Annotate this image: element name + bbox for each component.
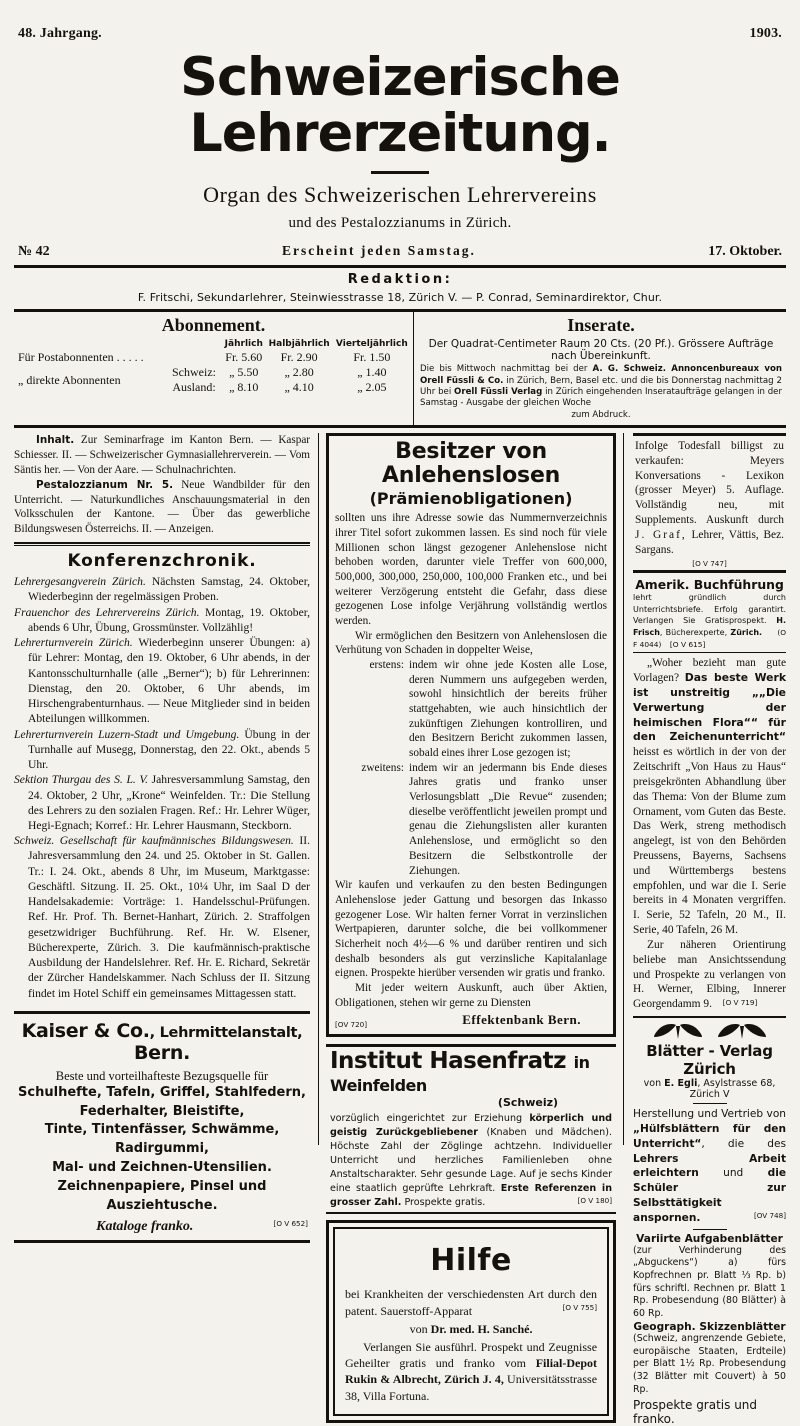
conference-entry [14,833,310,1001]
todesfall-text-pre: Infolge Todesfall billigst zu verkaufen: Meyers Konversations - Lexikon (grosser Meyer) 5. Auflage. Vollständig neu, mit Supplements. Auskunft durch [635,440,785,527]
todesfall-advertisement [633,433,786,573]
blaetter-bold-2: Lehrers Arbeit erleichtern [633,1152,787,1180]
entry-title: Lehrerturnverein Zürich. [14,636,133,650]
ad-list-item-first [335,658,607,761]
row-value: Fr. 1.50 [353,350,391,365]
ad-signature-row [335,1012,607,1029]
pestalozzianum-label: Pestalozzianum Nr. 5. [36,478,174,491]
frequency-label: Erscheint jeden Samstag. [281,243,476,259]
newspaper-title: Schweizerische Lehrerzeitung. [180,47,620,164]
right-column [627,433,787,1426]
inhalt-paragraph-1 [14,433,310,478]
inhalt-paragraph-2 [14,478,310,538]
body-part-2: (Knaben und Mädchen). Höchste Zahl der Zöglinge achtzehn. Individueller Unterricht und herzliches Familienleben ohne Anstaltscharakter. Sehr gesunde Lage. Auf je sechs Kinder eine staatlich geprüfte Lehrkraft. [330,1127,613,1194]
variirte-body: (zur Verhinderung des „Abguckens“) a) fürs Kopfrechnen pr. Blatt ⅓ Rp. b) fürs schriftl. Rechnen pr. Blatt 1 Rp. Probesendung (80 Blätter) à 60 Rp. [633,1244,787,1320]
entry-title: Schweiz. Gesellschaft für kaufmännisches Bildungswesen. [14,834,294,848]
ad-paragraph-3: Wir kaufen und verkaufen zu den besten Bedingungen Anlehenslose jeder Gattung und besorgen das Inkasso gezogener Lose. Wir halten ferner Vorrat in verzinslichen Wertpapieren, darunter solche, die bei vollkommener Sicherheit noch 4½—6 % und darüber rentiren und sich deshalb besonders als gut verzinsliche Kapitalanlage eignen. Prospekte hierüber versenden wir gratis und franko. [335,879,608,980]
werner-text-2: Zur näheren Orientirung beliebe man Ansichtssendung und Prospekte zu verlangen von H. Werner, Elbing, Innerer Georgendamm 9. [633,938,787,1011]
entry-text: Nächsten Samstag, 24. Oktober, Wiederbeginn der regelmässigen Proben. [28,575,310,604]
werner-ad-ref: [O V 719] [722,998,758,1008]
conference-entry [14,635,310,726]
werner-text-2-block [633,938,786,1012]
hilfe-inner-frame [333,1227,609,1415]
entry-text: II. Jahresversammlung den 24. und 25. Oktober in St. Gallen. Tr.: I. 24. Okt., abends 8 Uhr, im Museum, Marktgasse: Geschäftl. Sitzung. II. 25. Okt., 10¼ Uhr, im Saal D der Handelsakademie: Vorträge: 1. Handelsschul-Prüfungen. Ref. Hr. Prof. Th. Bernet-Hanhart, Zürich. 2. Straffolgen gesetzwidriger Buchführung. Ref. Hr. W. Elsener, Bücherexperte, Zürich. 3. Die kaufmännisch-praktische Ausbildung der Handelslehrer. Ref. Hr. E. Richard, Sekretär der Zürcher Handelskammer. Nach Schluss der II. Sitzung findet im Hotel Schiff ein gemeinsames Mittagessen statt. [28,834,310,1000]
product-line: Schulhefte, Tafeln, Griffel, Stahlfedern, [18,1084,306,1100]
hilfe-body [345,1286,597,1403]
product-line: Federhalter, Bleistifte, [79,1103,245,1119]
werner-quote-bold: Das beste Werk ist unstreitig „„Die Verwertung der heimischen Flora““ für den Zeichenunterricht“ [633,671,787,744]
hasenfratz-place: in Weinfelden [330,1053,590,1096]
body-part-3: Prospekte gratis. [401,1196,486,1208]
kaiser-catalog-note: Kataloge franko. [96,1218,194,1234]
anlehenslosen-signature: Effektenbank Bern. [462,1012,582,1028]
hilfe-doctor-line [345,1321,597,1337]
todesfall-ad-ref: [O V 747] [692,558,727,568]
blaetter-owner: E. Egli [664,1078,698,1090]
inserate-block [414,312,786,425]
row-label: „ direkte Abonnenten [18,372,121,387]
hasenfratz-name: Institut Hasenfratz [330,1048,567,1075]
blaetter-ad-ref: [OV 748] [753,1210,787,1220]
masthead-top-row [14,0,786,42]
anlehenslosen-advertisement [326,433,616,1037]
blaetter-bold-3: die Schüler zur Selbsttätigkeit anspornen. [633,1167,787,1224]
todesfall-body [635,439,784,568]
inhalt-block [14,433,310,537]
inserate-rate: Der Quadrat-Centimeter Raum 20 Cts. (20 Pf.). Grössere Aufträge nach Übereinkunft. [428,338,774,363]
anlehenslosen-heading: Besitzer von Anlehenslosen [381,439,561,489]
kaiser-footer-row [16,1219,308,1235]
amerik-city: Zürich. [730,627,763,637]
todesfall-text-post: Lehrer, Vättis, Bez. Sargans. [635,528,785,556]
geograph-body: (Schweiz, angrenzende Gebiete, europäische Staaten, Erdteile) per Blatt 1½ Rp. Probesendung (32 Blätter mit Couvert) à 50 Rp. [633,1332,787,1395]
amerik-heading: Amerik. Buchführung [635,576,784,592]
conference-entry [14,574,310,604]
hasenfratz-country: (Schweiz) [497,1096,559,1110]
table-row [16,350,411,365]
section-divider-thin [14,545,310,546]
hilfe-line-1: bei Krankheiten der verschiedensten Art durch den patent. Sauerstoff-Apparat [345,1287,598,1318]
column-divider [318,433,319,1145]
table-header-row [16,338,411,350]
column-divider [623,433,624,1145]
entry-text: Wiederbeginn unserer Übungen: a) für Lehrer: Montag, den 19. Oktober, 6 Uhr abends, in der Kantonsschulturnhalle (alle „Berner“); b) für Lehrerinnen: Dienstag, den 20. Oktober, 6 Uhr abends, im Hirschengrabenturnhaus. — Neue Mitglieder sind in beiden Abteilungen willkommen. [28,636,310,726]
list-key: erstens: [369,659,404,672]
row-sub: Schweiz: [172,365,216,380]
col-halbjaehrlich: Halbjährlich [268,339,330,350]
abonnement-table [16,338,411,395]
todesfall-contact-name: J. Graf, [635,528,687,541]
blaetter-text-3: und [698,1167,768,1180]
row-value: „ 2.80 [284,365,314,380]
hilfe-depot-name: Filial-Depot Rukin & Albrecht, Zürich J. 4, [345,1356,598,1387]
hasenfratz-body [330,1112,612,1209]
kaiser-ad-title [16,1020,308,1064]
product-line: Zeichnenpapiere, Pinsel und Ausziehtusche. [57,1179,267,1213]
hilfe-von: von [409,1321,431,1336]
mini-divider [693,1229,727,1230]
col-jaehrlich: Jährlich [224,339,263,350]
row-value: „ 1.40 [357,365,387,380]
kaiser-company-name: Kaiser & Co. [21,1019,150,1042]
amerik-ad-ref-2: [O V 615] [669,639,706,649]
inserate-terms [420,364,782,421]
kaiser-subtitle: Beste und vorteilhafteste Bezugsquelle für [55,1068,269,1083]
leaf-ornament-icon [716,1021,768,1041]
center-column [322,433,620,1403]
inserate-heading: Inserate. [567,315,635,336]
blaetter-product-name: „Hülfsblättern für den Unterricht“ [633,1122,787,1150]
hilfe-line-3-end: Universitätsstrasse 38, Villa Fortuna. [345,1372,598,1403]
blaetter-von: von [643,1078,665,1090]
kaiser-ad-ref: [O V 652] [273,1218,308,1228]
entry-text: Montag, 19. Oktober, abends 6 Uhr, Übung, Grossmünster. Vollzählig! [28,605,311,634]
title-divider [371,171,429,174]
blaetter-footer: Prospekte gratis und franko. [633,1398,758,1426]
year-label: 1903. [749,26,782,41]
hilfe-line-3-pre: Verlangen Sie ausführl. Prospekt und Zeugnisse Geheilter gratis und franko vom [345,1340,598,1371]
row-value: „ 8.10 [229,380,259,395]
werner-quote-open: „Woher bezieht man gute Vorlagen? [633,657,787,685]
conference-entry [14,727,310,773]
terms-part-1: Die bis Mittwoch nachmittag bei der [420,364,593,375]
inhalt-label: Inhalt. [36,434,75,446]
row-label: Für Postabonnenten . . . . . [18,350,144,365]
blaetter-text-1: Herstellung und Vertrieb von [633,1108,787,1121]
row-value: „ 2.05 [357,380,387,395]
amerik-ad-ref-1: (O F 4044) [633,627,787,649]
issue-date: 17. Oktober. [708,244,782,260]
amerik-text-1: lehrt gründlich durch Unterrichtsbriefe. Erfolg garantirt. Verlangen Sie Gratisprospekt. [633,592,787,626]
ad-paragraph-4: Mit jeder weitern Auskunft, auch über Aktien, Obligationen, stehen wir gerne zu Diensten [335,981,608,1009]
row-value: „ 4.10 [284,380,314,395]
redaktion-heading: Redaktion: [347,272,453,288]
issue-info-row [14,243,786,260]
list-key: zweitens: [361,761,404,774]
ad-paragraph-2: Wir ermöglichen den Besitzern von Anlehenslosen die Verhütung von Schaden in doppelter Weise, [335,629,608,657]
entry-title: Lehrerturnverein Luzern-Stadt und Umgebung. [14,727,240,741]
hilfe-line-3 [345,1339,597,1404]
anlehenslosen-body [335,511,607,1029]
hasenfratz-title [330,1050,612,1096]
abonnement-block [14,312,414,425]
table-row [16,365,411,380]
blaetter-body [633,1107,786,1226]
anlehenslosen-subheading: (Prämienobligationen) [369,489,573,509]
hilfe-ad-ref: [O V 755] [562,1302,598,1312]
kaiser-advertisement [14,1011,310,1243]
col-vierteljaehrlich: Vierteljährlich [335,339,408,350]
organ-line: Organ des Schweizerischen Lehrervereins [203,182,597,208]
werner-quote-block [633,656,786,938]
amerik-body [633,592,786,650]
row-sub [166,350,222,365]
blaetter-subheading [633,1078,786,1100]
hilfe-doctor-name: Dr. med. H. Sanché. [430,1321,533,1336]
row-value: Fr. 2.90 [280,350,318,365]
abonnement-heading: Abonnement. [161,315,266,336]
leaf-ornament-icon [652,1021,704,1041]
redaktion-names: F. Fritschi, Sekundarlehrer, Steinwiesstrasse 18, Zürich V. — P. Conrad, Seminardirektor, Chur. [137,291,663,305]
werner-text-1: heisst es wörtlich in der von der Zeitschrift „Von Haus zu Haus“ preisgekrönten Abhandlung über das Thema: Von der Blume zum Ornament, vom Guten das Beste. Das Werk, streng methodisch angelegt, ist von den Behörden Preussens, Bayerns, Sachsens und Württembergs bestens empfohlen, und war die I. Serie bereits in 4 Monaten vergriffen. I. Serie, 52 Tafeln, 20 M., II. Serie, 40 Tafeln, 26 M. [633,746,787,937]
volume-label: 48. Jahrgang. [18,26,102,41]
content-columns [14,433,787,1426]
entry-title: Sektion Thurgau des S. L. V. [14,773,148,787]
terms-part-3: in Zürich eingehenden Inserataufträge gelangen in der Samstag - Ausgabe der gleichen Woche [420,386,782,409]
body-bold-1: körperlich und geistig Zurückgebliebener [330,1113,613,1139]
terms-agency-name: A. G. Schweiz. Annoncenbureaux von Orell Füssli & Co. [420,364,782,386]
hilfe-advertisement [326,1220,616,1422]
row-value: „ 5.50 [229,365,259,380]
leaf-ornament-row [633,1016,786,1041]
body-part-1: vorzüglich eingerichtet zur Erziehung [330,1113,530,1125]
konferenzchronik-heading: Konferenzchronik. [67,551,257,572]
blaetter-address: , Asylstrasse 68, Zürich V [689,1078,776,1101]
blaetter-verlag-advertisement [633,1042,786,1426]
subscription-advert-rates [14,309,786,428]
kaiser-company-type: , Lehrmittelanstalt, [149,1024,303,1041]
amerik-contact-name: H. Frisch [633,616,787,637]
left-column [14,433,315,1234]
ad-list-item-second [335,761,607,878]
ad-paragraph-1: sollten uns ihre Adresse sowie das Nummernverzeichnis ihrer Titel sofort zukommen lassen. Es sind noch für viele Millionen schon längst gezogener Anlehenslose nicht behoben worden, darunter viele Treffer von 600,000, 500,000, 300,000, 250,000, 100,000 Franken etc., und bei weiterer Verzögerung entsteht die Gefahr, dass diese gezogenen Lose infolge Verjährung vollständig wertlos werden. [335,512,608,628]
row-sub: Ausland: [172,380,216,395]
blaetter-text-2: , die des [701,1137,787,1150]
section-divider-thick [14,542,310,544]
blaetter-heading: Blätter - Verlag Zürich [646,1042,773,1079]
product-line: Mal- und Zeichnen-Utensilien. [52,1160,272,1176]
entry-title: Frauenchor des Lehrervereins Zürich. [14,605,200,619]
conference-entry [14,772,310,833]
list-value: indem wir an jedermann bis Ende dieses Jahres gratis und franko unser Verlosungsblatt „Die Revue“ zusenden; dieselbe veröffentlicht jeweilen prompt und genau die Ziehungslisten aller kuranten Anlehenslose, und ermöglicht so den Besitzern die Selbstkontrolle der Ziehungen. [409,761,608,877]
inhalt-text-1: Zur Seminarfrage im Kanton Bern. — Kaspar Schiesser. II. — Schweizerischer Gymnasiallehrerverein. — Vom Säntis her. — Von der Aare. — Schulnachrichten. [14,434,311,476]
mini-divider [693,1103,727,1104]
entry-title: Lehrergesangverein Zürich. [14,575,146,589]
inhalt-text-2: Neue Wandbilder für den Unterricht. — Naturkundliches Anschauungsmaterial in den Volksschulen der Kantone. — Über das gewerbliche Bildungswesen Österreichs. II. — Anzeigen. [14,478,310,536]
organ-subline: und des Pestalozzianums in Zürich. [288,215,512,232]
kaiser-company-city: Bern. [134,1041,190,1064]
row-value: Fr. 5.60 [225,350,263,365]
list-value: indem wir ohne jede Kosten alle Lose, deren Nummern uns aufgegeben werden, sowohl hinsichtlich der bereits früher stattgehabten, wie auch hinsichtlich der zukünftigen Ziehungen kontrolliren, und den Besitzern Bericht zukommen lassen, sobald eines ihrer Lose gezogen ist; [409,659,608,760]
product-line: Tinte, Tintenfässer, Schwämme, Radirgummi, [44,1122,280,1157]
issue-number: № 42 [18,244,50,260]
werner-advertisement [633,656,786,1012]
redaktion-block [14,268,786,304]
terms-part-4: zum Abdruck. [571,409,631,420]
terms-publisher-name: Orell Füssli Verlag [454,386,543,397]
kaiser-products [16,1084,308,1216]
amerik-text-2: , Bücherexperte, [659,627,731,637]
amerik-buchfuehrung-advertisement [633,577,786,653]
hilfe-heading: Hilfe [430,1243,512,1279]
conference-entry [14,605,310,635]
terms-part-2: in Zürich, Bern, Basel etc. und die bis Donnerstag nachmittag 2 Uhr bei [420,375,782,397]
entry-text: Jahresversammlung Samstag, den 24. Oktober, 2 Uhr, „Krone“ Weinfelden. Tr.: Die Stellung des Lehrers zu den sozialen Fragen. Ref.: Hr. Lehrer Wüger, Hegi-Egnach; Korref.: Hr. Lehrer Hausmann, Steckborn. [28,773,311,832]
variirte-heading: Variirte Aufgabenblätter [636,1232,783,1245]
hasenfratz-advertisement [326,1044,616,1214]
body-bold-2: Erste Referenzen in grosser Zahl. [330,1182,613,1208]
anlehenslosen-ad-ref: [OV 720] [335,1019,368,1029]
hasenfratz-ad-ref: [O V 180] [577,1195,613,1205]
geograph-heading: Geograph. Skizzenblätter [633,1320,786,1333]
entry-text: Übung in der Turnhalle auf Musegg, Donnerstag, den 22. Okt., abends 5 Uhr. [28,727,310,772]
